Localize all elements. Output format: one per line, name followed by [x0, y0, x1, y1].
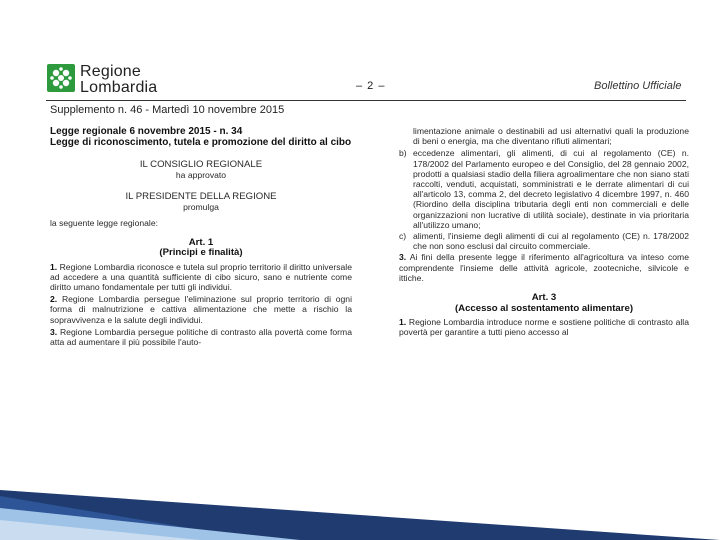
president-heading: IL PRESIDENTE DELLA REGIONE: [125, 191, 277, 203]
regione-lombardia-logo-icon: [47, 64, 75, 92]
art1-paragraph-2: 2. Regione Lombardia persegue l'eliminazione sul proprio territorio di ogni forma di malnutrizione e cattiva alimentazione che mette a rischio la sopravvivenza e la salute degli individui.: [50, 294, 352, 325]
brand-name: [80, 64, 157, 96]
art1-subtitle: (Principi e finalità): [159, 247, 243, 259]
art2-paragraph-3: 3. Ai fini della presente legge il riferimento all'agricoltura va inteso come comprendente l'insieme delle attività agricole, zootecniche, silvicole e ittiche.: [399, 252, 689, 283]
art3-subtitle: (Accesso al sostentamento alimentare): [454, 302, 634, 314]
brand-line-1: Regione: [80, 63, 142, 80]
art1-paragraph-1: 1. Regione Lombardia riconosce e tutela sul proprio territorio il diritto universale ad accedere a una quantità sufficiente di cibo sicuro, sano e nutriente come diritto umano fondamentale per tutti gli individui.: [50, 261, 352, 293]
art1-paragraph-3: 3. Regione Lombardia persegue politiche di contrasto alla povertà come forma atta ad aumentare il più possibile l'auto-: [50, 326, 352, 348]
right-column: [399, 126, 689, 339]
list-item: c) alimenti, l'insieme degli alimenti di cui al regolamento (CE) n. 178/2002 che non sono esclusi dal circuito commerciale.: [399, 231, 689, 252]
document-page: [38, 60, 690, 410]
bulletin-title: Bollettino Ufficiale: [594, 80, 682, 92]
definitions-list: [399, 148, 689, 251]
intro-text: la seguente legge regionale:: [50, 218, 158, 229]
president-promulgates: promulga: [183, 202, 219, 213]
supplement-line: Supplemento n. 46 - Martedì 10 novembre 2015: [50, 104, 285, 116]
page-number: – 2 –: [356, 80, 386, 92]
art3-paragraph-1: 1. Regione Lombardia introduce norme e sostiene politiche di contrasto alla povertà per garantire a tutti pieno accesso al: [399, 317, 689, 338]
council-approved: ha approvato: [175, 170, 227, 180]
header-divider: [46, 100, 686, 101]
law-title: Legge di riconoscimento, tutela e promozione del diritto al cibo: [50, 137, 352, 148]
art3-title: Art. 3: [531, 292, 557, 304]
list-item: b) eccedenze alimentari, gli alimenti, di cui al regolamento (CE) n. 178/2002 del Parlamento europeo e del Consiglio, del 28 gennaio 2002, prodotti a qualsiasi stadio della filiera agroalimentare che non siano stati raccolti, venduti, acquistati, somministrati e le derrate alimentari di cui all'articolo 13, comma 2, del decreto legislativo 4 dicembre 1997, n. 460 (Riordino della disciplina tributaria degli enti non commerciali e delle organizzazioni non lucrative di utilità sociale), destinate in via prioritaria all'utilizzo umano;: [399, 148, 689, 230]
continued-text: limentazione animale o destinabili ad usi alternativi quali la produzione di beni o energia, ma che diventano rifiuti alimentari;: [413, 126, 689, 147]
slide-ribbon-decoration: [0, 450, 720, 540]
art1-title: Art. 1: [188, 236, 214, 248]
council-heading: IL CONSIGLIO REGIONALE: [139, 159, 263, 170]
law-number: Legge regionale 6 novembre 2015 - n. 34: [50, 126, 243, 137]
left-column: [50, 126, 352, 349]
brand-line-2: Lombardia: [80, 79, 158, 96]
